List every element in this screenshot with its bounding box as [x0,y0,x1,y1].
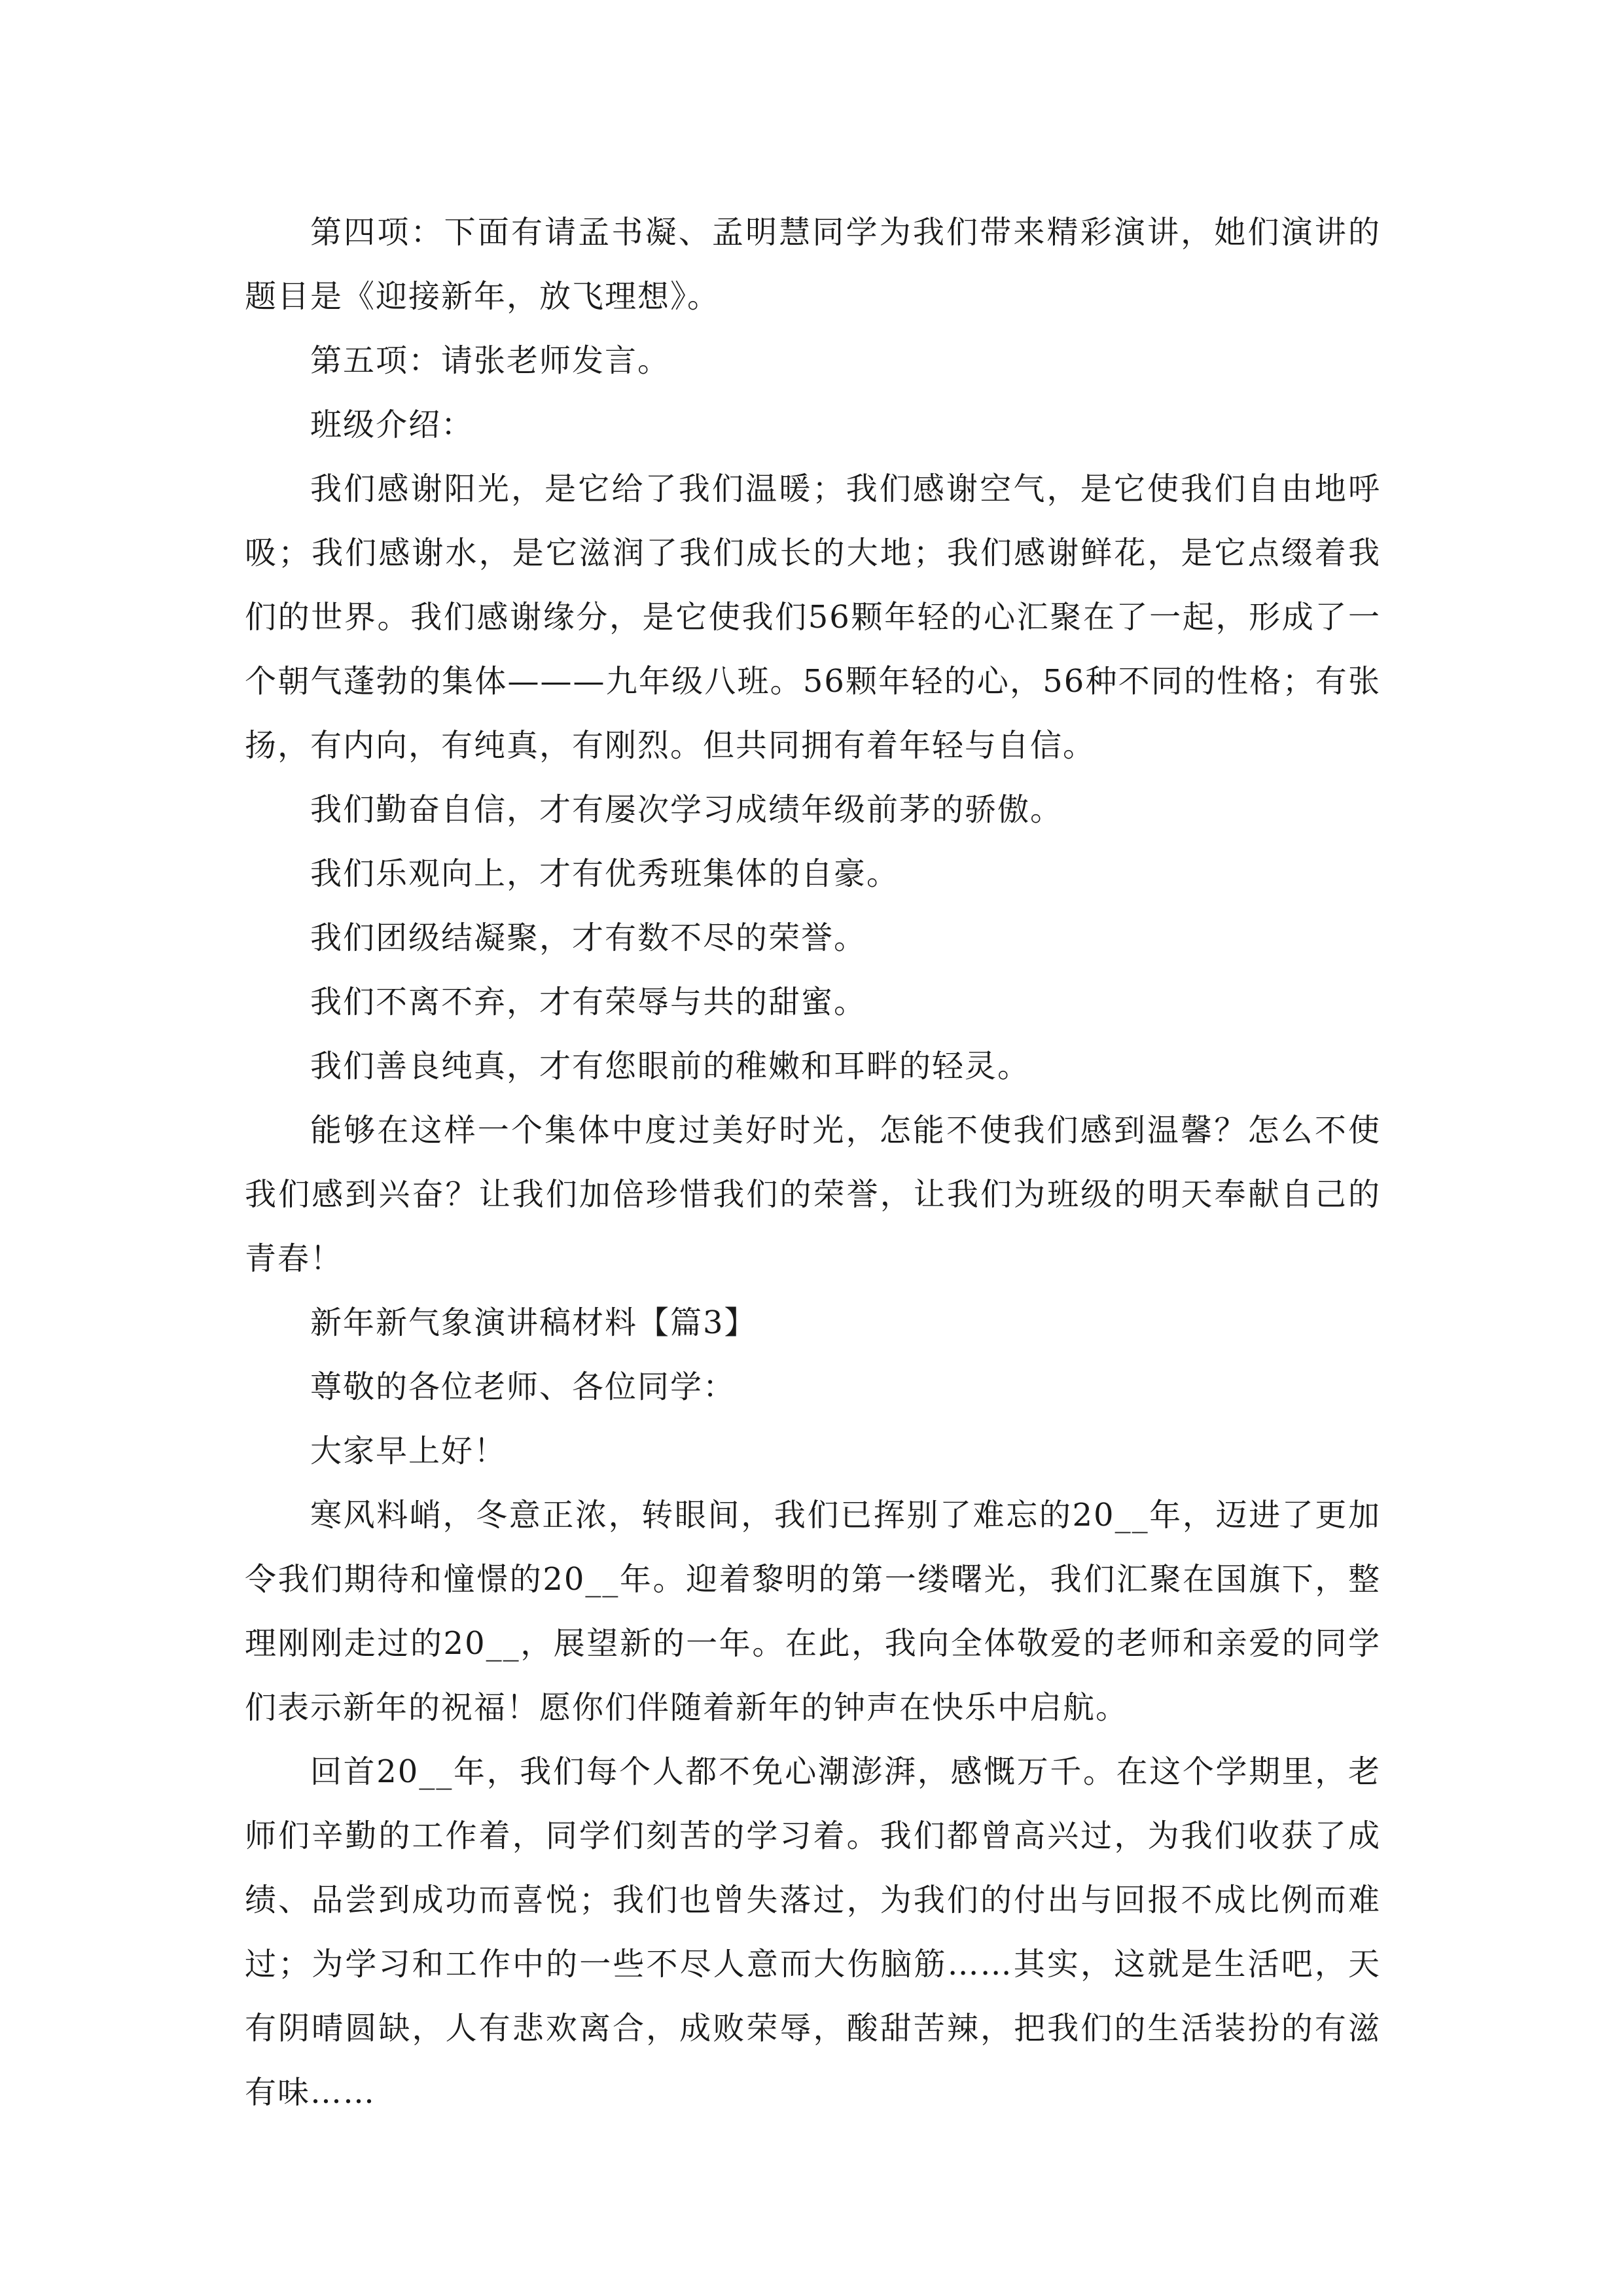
salutation: 尊敬的各位老师、各位同学： [310,1369,736,1405]
class-intro-heading: 班级介绍： [310,406,474,443]
document-body [245,200,1381,2125]
paragraph-gratitude: 我们感谢阳光，是它给了我们温暖；我们感谢空气，是它使我们自由地呼吸；我们感谢水，是它滋润了我们成长的大地；我们感谢鲜花，是它点缀着我们的世界。我们感谢缘分，是它使我们56颗年轻的心汇聚在了一起，形成了一个朝气蓬勃的集体———九年级八班。56颗年轻的心，56种不同的性格；有张扬，有内向，有纯真，有刚烈。但共同拥有着年轻与自信。 [245,471,1381,764]
paragraph-loyal: 我们不离不弃，才有荣辱与共的甜蜜。 [310,984,867,1020]
paragraph-kind: 我们善良纯真，才有您眼前的稚嫩和耳畔的轻灵。 [310,1048,1031,1085]
paragraph-optimistic: 我们乐观向上，才有优秀班集体的自豪。 [310,855,900,892]
section-heading: 新年新气象演讲稿材料【篇3】 [310,1304,757,1341]
paragraph-item-5: 第五项：请张老师发言。 [310,342,671,379]
paragraph-collective: 能够在这样一个集体中度过美好时光，怎能不使我们感到温馨？怎么不使我们感到兴奋？让我们加倍珍惜我们的荣誉，让我们为班级的明天奉献自己的青春！ [245,1112,1381,1277]
paragraph-looking-back: 回首20__年，我们每个人都不免心潮澎湃，感慨万千。在这个学期里，老师们辛勤的工作着，同学们刻苦的学习着。我们都曾高兴过，为我们收获了成绩、品尝到成功而喜悦；我们也曾失落过，为我们的付出与回报不成比例而难过；为学习和工作中的一些不尽人意而大伤脑筋……其实，这就是生活吧，天有阴晴圆缺，人有悲欢离合，成败荣辱，酸甜苦辣，把我们的生活装扮的有滋有味…… [245,1753,1381,2111]
paragraph-item-4: 第四项：下面有请孟书凝、孟明慧同学为我们带来精彩演讲，她们演讲的题目是《迎接新年，放飞理想》。 [245,214,1381,315]
paragraph-new-year: 寒风料峭，冬意正浓，转眼间，我们已挥别了难忘的20__年，迈进了更加令我们期待和憧憬的20__年。迎着黎明的第一缕曙光，我们汇聚在国旗下，整理刚刚走过的20__，展望新的一年。在此，我向全体敬爱的老师和亲爱的同学们表示新年的祝福！愿你们伴随着新年的钟声在快乐中启航。 [245,1497,1381,1726]
greeting: 大家早上好！ [310,1433,507,1469]
paragraph-diligent: 我们勤奋自信，才有屡次学习成绩年级前茅的骄傲。 [310,791,1063,828]
paragraph-united: 我们团级结凝聚，才有数不尽的荣誉。 [310,920,867,956]
